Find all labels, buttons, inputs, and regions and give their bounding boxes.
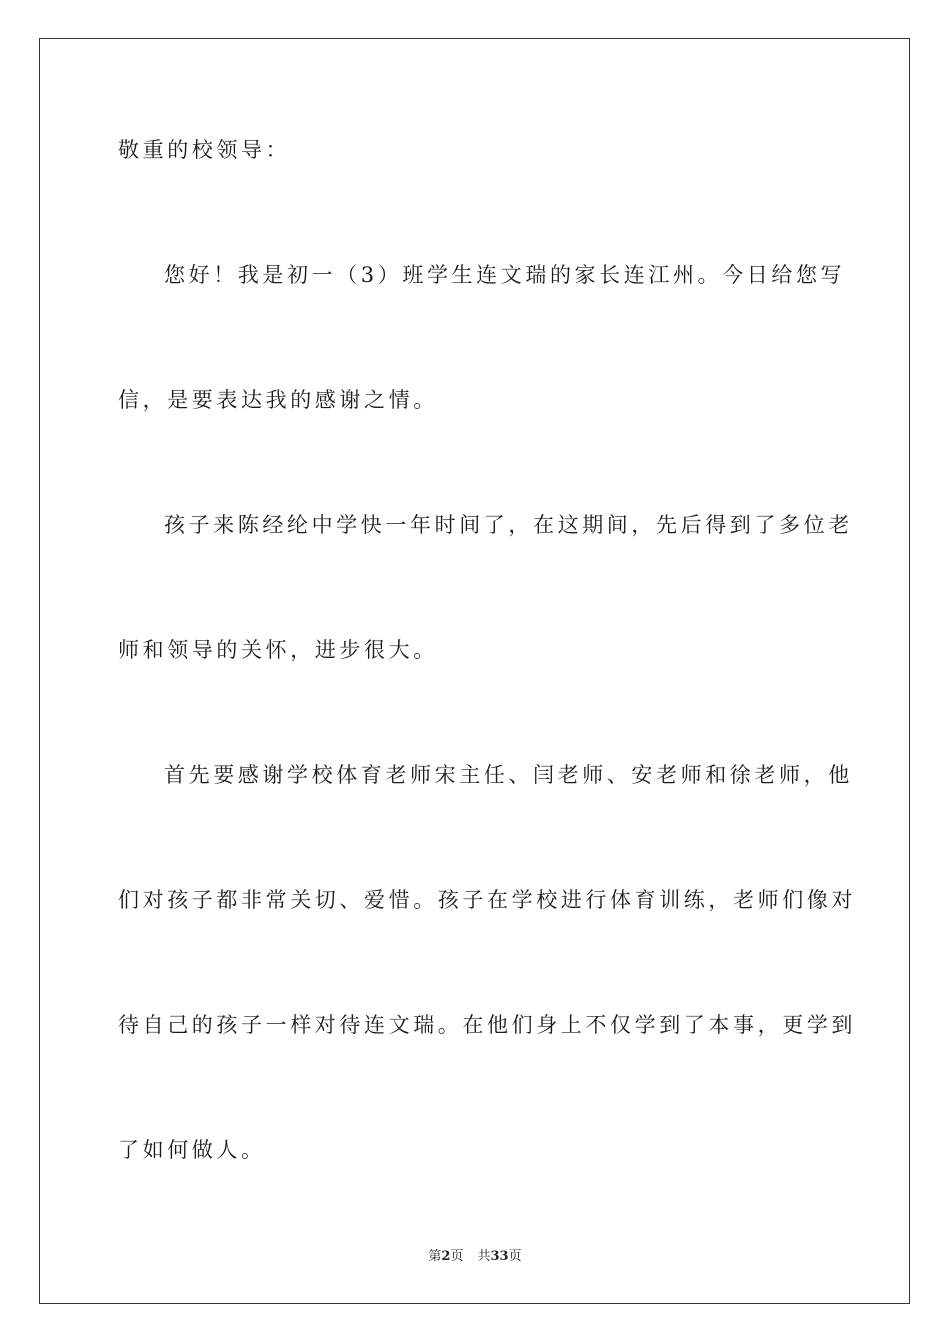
paragraph-1-line-2: 信，是要表达我的感谢之情。 (118, 388, 438, 412)
page-footer (0, 1248, 950, 1266)
paragraph-3-line-3: 待自己的孩子一样对待连文瑞。在他们身上不仅学到了本事，更学到 (118, 1013, 856, 1037)
page-prefix: 第 (428, 1249, 442, 1264)
paragraph-3-line-4: 了如何做人。 (118, 1138, 266, 1162)
paragraph-3-line-1: 首先要感谢学校体育老师宋主任、闫老师、安老师和徐老师，他 (164, 763, 853, 787)
paragraph-2-line-2: 师和领导的关怀，进步很大。 (118, 638, 438, 662)
page-border (39, 38, 910, 1304)
page-number: 2 (441, 1249, 451, 1264)
total-pages: 33 (490, 1249, 509, 1264)
total-prefix: 共 (477, 1249, 491, 1264)
salutation: 敬重的校领导： (118, 138, 291, 162)
total-suffix: 页 (508, 1249, 522, 1264)
page-suffix: 页 (450, 1249, 464, 1264)
paragraph-1-line-1: 您好！我是初一（3）班学生连文瑞的家长连江州。今日给您写 (164, 263, 846, 287)
paragraph-2-line-1: 孩子来陈经纶中学快一年时间了，在这期间，先后得到了多位老 (164, 513, 853, 537)
paragraph-3-line-2: 们对孩子都非常关切、爱惜。孩子在学校进行体育训练，老师们像对 (118, 888, 856, 912)
